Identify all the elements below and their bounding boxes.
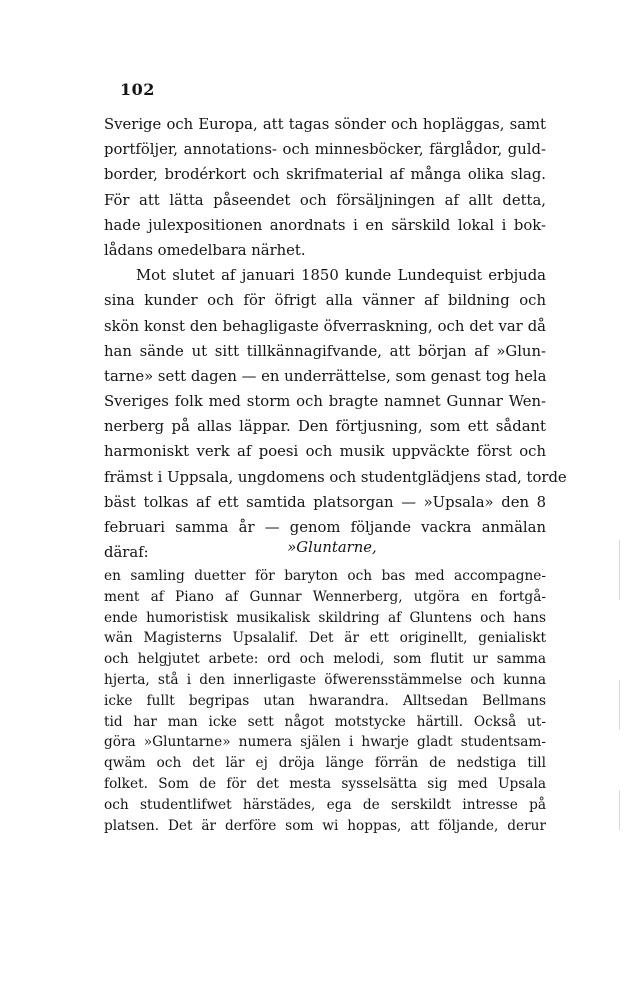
text-line: portföljer, annotations- och minnesböcker, färglådor, guld- xyxy=(104,141,546,159)
quote-title: »Gluntarne, xyxy=(287,539,377,556)
text-line: däraf: xyxy=(104,544,149,562)
quote-line: ment af Piano af Gunnar Wennerberg, utgöra en fortgå- xyxy=(104,588,546,605)
quote-line: göra »Gluntarne» numera själen i hwarje gladt studentsam- xyxy=(104,734,546,751)
text-line: tarne» sett dagen — en underrättelse, som genast tog hela xyxy=(104,367,547,385)
text-line: För att lätta påseendet och försäljningen af allt detta, xyxy=(104,191,546,209)
quoted-text xyxy=(104,566,546,836)
text-line: Sverige och Europa, att tagas sönder och hopläggas, samt xyxy=(104,116,546,133)
text-line: sina kunder och för öfrigt alla vänner af bildning och xyxy=(104,292,546,310)
text-line: främst i Uppsala, ungdomens och studentglädjens stad, torde xyxy=(104,468,567,486)
quote-line: hjerta, stå i den innerligaste öfwerensstämmelse och kunna xyxy=(104,671,546,688)
page-number: 102 xyxy=(120,80,155,99)
text-line: lådans omedelbara närhet. xyxy=(104,241,306,259)
text-line: Sveriges folk med storm och bragte namnet Gunnar Wen- xyxy=(104,393,546,411)
body-text xyxy=(104,112,567,565)
text-line: Mot slutet af januari 1850 kunde Lundequist erbjuda xyxy=(136,267,546,285)
text-line: border, brodérkort och skrifmaterial af många olika slag. xyxy=(104,166,546,184)
text-line: skön konst den behagligaste öfverraskning, och det var då xyxy=(104,317,546,335)
quote-line: icke fullt begripas utan hwarandra. Alltsedan Bellmans xyxy=(104,692,546,709)
text-line: februari samma år — genom följande vackra anmälan xyxy=(104,519,546,536)
quote-line: qwäm och det lär ej dröja länge förrän de nedstiga till xyxy=(104,755,546,772)
quote-line: tid har man icke sett något motstycke härtill. Också ut- xyxy=(104,713,546,730)
text-line: harmoniskt verk af poesi och musik uppväckte först och xyxy=(104,443,546,461)
text-line: han sände ut sitt tillkännagifvande, att början af »Glun- xyxy=(104,342,546,360)
quote-line: platsen. Det är derföre som wi hoppas, att följande, derur xyxy=(104,817,546,834)
quote-line: wän Magisterns Upsalalif. Det är ett originellt, genialiskt xyxy=(104,630,546,647)
quote-line: och helgjutet arbete: ord och melodi, som flutit ur samma xyxy=(104,651,546,668)
text-line: nerberg på allas läppar. Den förtjusning, som ett sådant xyxy=(104,418,546,436)
quote-line: en samling duetter för baryton och bas med accompagne- xyxy=(104,568,546,584)
margin-speckle xyxy=(619,790,620,830)
margin-speckle xyxy=(619,540,620,600)
quote-line: och studentlifwet härstädes, ega de serskildt intresse på xyxy=(104,796,546,813)
quote-line: ende humoristisk musikalisk skildring af Gluntens och hans xyxy=(104,609,546,626)
quote-line: folket. Som de för det mesta sysselsätta sig med Upsala xyxy=(104,775,546,792)
margin-speckle xyxy=(619,680,620,730)
text-line: hade julexpositionen anordnats i en särskild lokal i bok- xyxy=(104,216,546,234)
text-line: bäst tolkas af ett samtida platsorgan — »Upsala» den 8 xyxy=(104,493,546,511)
